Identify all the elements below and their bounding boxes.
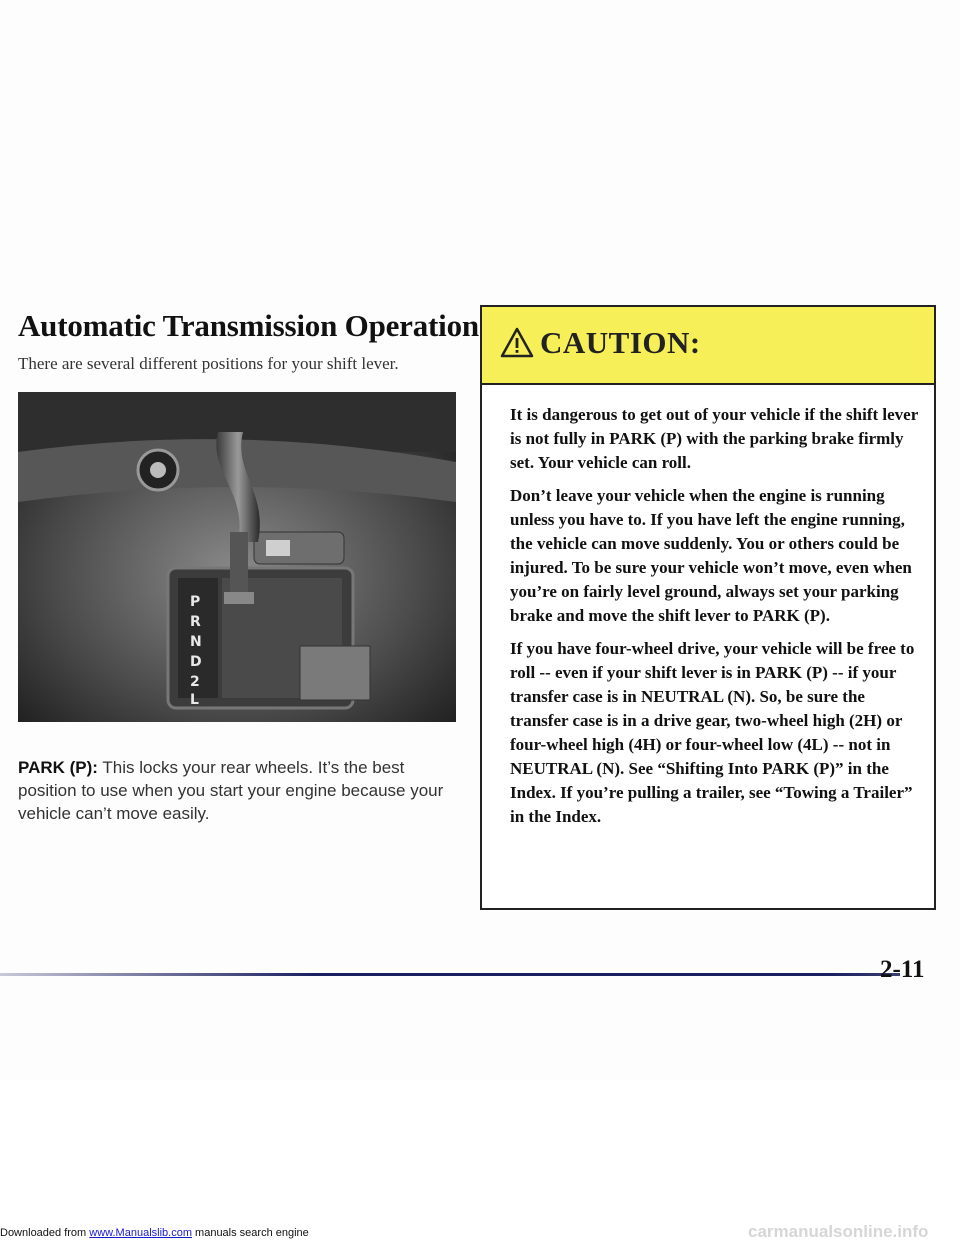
warning-triangle-icon <box>500 327 534 358</box>
section-title: Automatic Transmission Operation <box>18 308 479 343</box>
download-footer <box>0 1227 309 1239</box>
caution-box <box>480 305 936 910</box>
page-number: 2-11 <box>880 956 925 983</box>
footer-suffix: manuals search engine <box>191 1227 309 1239</box>
park-text: This locks your rear wheels. It’s the best position to use when you start your engine because your vehicle can’t move easily. <box>18 758 444 823</box>
park-label: PARK (P): <box>18 758 98 777</box>
caution-header <box>482 307 934 385</box>
shift-lever-photo <box>18 392 456 722</box>
gear-letter-2: 2 <box>190 674 200 690</box>
caution-paragraph: If you have four-wheel drive, your vehicle will be free to roll -- even if your shift lever is in PARK (P) -- if your transfer case is in NEUTRAL (N). So, be sure the transfer case is in a drive gear, two-wheel high (2H) or four-wheel high (4H) or four-wheel low (4L) -- not in NEUTRAL (N). See “Shifting Into PARK (P)” in the Index. If you’re pulling a trailer, see “Towing a Trailer” in the Index. <box>510 639 915 826</box>
gear-letter-p: P <box>190 594 201 610</box>
page-rule <box>0 973 900 976</box>
intro-text: There are several different positions for your shift lever. <box>18 354 399 373</box>
caution-heading: CAUTION: <box>540 325 701 360</box>
caution-body <box>510 403 922 838</box>
gear-letter-r: R <box>190 614 201 630</box>
caution-paragraph: It is dangerous to get out of your vehicle if the shift lever is not fully in PARK (P) with the parking brake firmly set. Your vehicle can roll. <box>510 405 918 472</box>
park-description <box>18 756 458 825</box>
gear-letter-d: D <box>190 654 202 670</box>
watermark: carmanualsonline.info <box>748 1222 929 1241</box>
gear-letter-n: N <box>190 634 202 650</box>
manualslib-link[interactable]: www.Manualslib.com <box>89 1227 192 1239</box>
footer-prefix: Downloaded from <box>0 1227 90 1239</box>
gear-letter-l: L <box>190 692 199 708</box>
caution-paragraph: Don’t leave your vehicle when the engine is running unless you have to. If you have left the engine running, the vehicle can move suddenly. You or others could be injured. To be sure your vehicle won’t move, even when you’re on fairly level ground, always set your parking brake and move the shift lever to PARK (P). <box>510 486 912 625</box>
